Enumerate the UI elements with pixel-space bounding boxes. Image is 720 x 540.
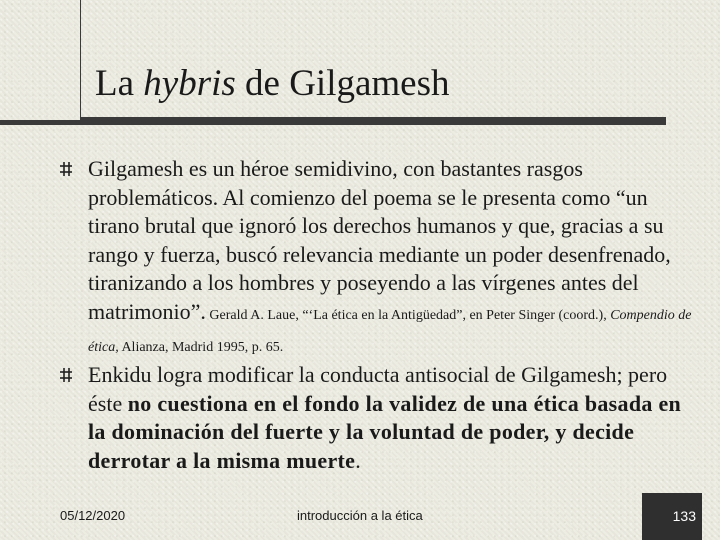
title-suffix: de Gilgamesh: [235, 63, 450, 104]
title-divider-vertical: [80, 0, 81, 125]
hash-bullet-icon: [59, 367, 73, 383]
footer-course-title: introducción a la ética: [297, 508, 423, 523]
page-number: 133: [672, 508, 696, 524]
citation-part-b: Alianza, Madrid 1995, p. 65.: [118, 340, 284, 355]
bullet-2-text-a: Enkidu logra modificar la conducta antisocial de Gilgamesh; pero éste: [88, 362, 668, 416]
page-number-box: [642, 493, 702, 540]
slide-title: [95, 60, 450, 108]
title-rule-left: [0, 120, 80, 125]
footer-date: 05/12/2020: [60, 508, 126, 523]
bullet-2-text-b: .: [355, 447, 361, 473]
citation-book-title: Compendio de ética,: [88, 307, 692, 355]
bullet-1-text: Gilgamesh es un héroe semidivino, con bastantes rasgos problemáticos. Al comienzo del poema se le presenta como “un tirano brutal que ignoró los derechos humanos y que, gracias a su rango y fuerza, buscó relevancia mediante un poder desenfrenado, tiranizando a los hombres y poseyendo a las vírgenes antes del matrimonio”.: [88, 156, 671, 324]
bullet-2-bold-text: no cuestiona en el fondo la validez de una ética basada en la dominación del fuerte y la voluntad de poder, y decide derrotar a la misma muerte: [88, 390, 682, 473]
title-prefix: La: [95, 63, 144, 104]
hash-bullet-icon: [59, 161, 73, 177]
citation-part-a: Gerald A. Laue, “ʻLa ética en la Antigüedad”, en Peter Singer (coord.),: [205, 307, 611, 323]
title-rule: [80, 117, 666, 125]
bullet-item-1: [88, 155, 698, 363]
title-emphasis: hybris: [143, 63, 236, 104]
bullet-item-2: [88, 361, 698, 475]
